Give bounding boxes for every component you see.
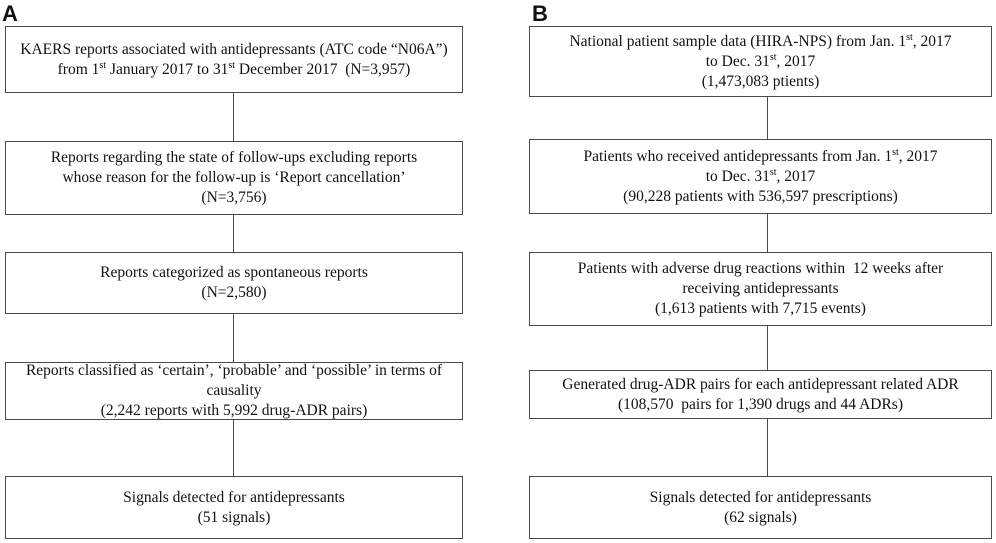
box-line: Reports categorized as spontaneous reports xyxy=(100,264,368,281)
box-line: Patients who received antidepressants from Jan. 1st, 2017 xyxy=(583,146,938,165)
panel-b-box-5 xyxy=(529,476,992,539)
connector-b-4-5 xyxy=(767,419,768,476)
connector-b-2-3 xyxy=(767,214,768,252)
connector-a-1-2 xyxy=(233,93,234,141)
box-line: Signals detected for antidepressants xyxy=(123,488,345,506)
box-line: (62 signals) xyxy=(724,508,797,526)
box-line: Generated drug-ADR pairs for each antidepressant related ADR xyxy=(562,375,959,393)
box-line: to Dec. 31st, 2017 xyxy=(705,166,816,185)
connector-a-2-3 xyxy=(233,215,234,252)
box-line: (90,228 patients with 536,597 prescriptions) xyxy=(623,187,898,205)
box-line: receiving antidepressants xyxy=(682,280,839,297)
panel-b-label: B xyxy=(532,1,548,26)
box-line: (51 signals) xyxy=(197,508,271,526)
box-line: National patient sample data (HIRA-NPS) from Jan. 1st, 2017 xyxy=(569,31,952,50)
panel-a-label: A xyxy=(2,1,18,26)
connector-b-1-2 xyxy=(767,97,768,139)
panel-a-box-5 xyxy=(5,476,463,539)
box-line: (108,570 pairs for 1,390 drugs and 44 ADRs) xyxy=(617,395,903,413)
box-line: whose reason for the follow-up is ‘Report cancellation’ xyxy=(62,169,406,186)
box-line: from 1st January 2017 to 31st December 2017 (N=3,957) xyxy=(57,59,411,78)
panel-b-box-3 xyxy=(529,252,992,326)
panel-a-box-3 xyxy=(5,252,463,314)
box-line: Patients with adverse drug reactions within 12 weeks after xyxy=(577,260,944,277)
connector-a-3-4 xyxy=(233,314,234,362)
panel-a-box-4 xyxy=(5,362,463,420)
panel-a-box-1 xyxy=(5,26,463,93)
box-line: KAERS reports associated with antidepressants (ATC code “N06A”) xyxy=(20,40,448,58)
box-line: causality xyxy=(206,382,262,399)
box-line: to Dec. 31st, 2017 xyxy=(705,51,816,70)
box-line: Signals detected for antidepressants xyxy=(649,488,872,506)
box-line: Reports regarding the state of follow-ups excluding reports xyxy=(50,149,418,166)
box-line: (N=3,756) xyxy=(201,189,267,206)
panel-a-box-2 xyxy=(5,141,463,215)
panel-b-box-4 xyxy=(529,370,992,419)
box-line: (1,613 patients with 7,715 events) xyxy=(655,300,866,317)
box-line: (N=2,580) xyxy=(201,284,267,301)
connector-a-4-5 xyxy=(233,420,234,476)
box-line: (1,473,083 ptients) xyxy=(701,72,820,90)
connector-b-3-4 xyxy=(767,326,768,370)
panel-b-box-2 xyxy=(529,139,992,214)
panel-b-box-1 xyxy=(529,26,992,97)
box-line: (2,242 reports with 5,992 drug-ADR pairs) xyxy=(100,402,368,419)
box-line: Reports classified as ‘certain’, ‘probable’ and ‘possible’ in terms of xyxy=(25,362,443,379)
